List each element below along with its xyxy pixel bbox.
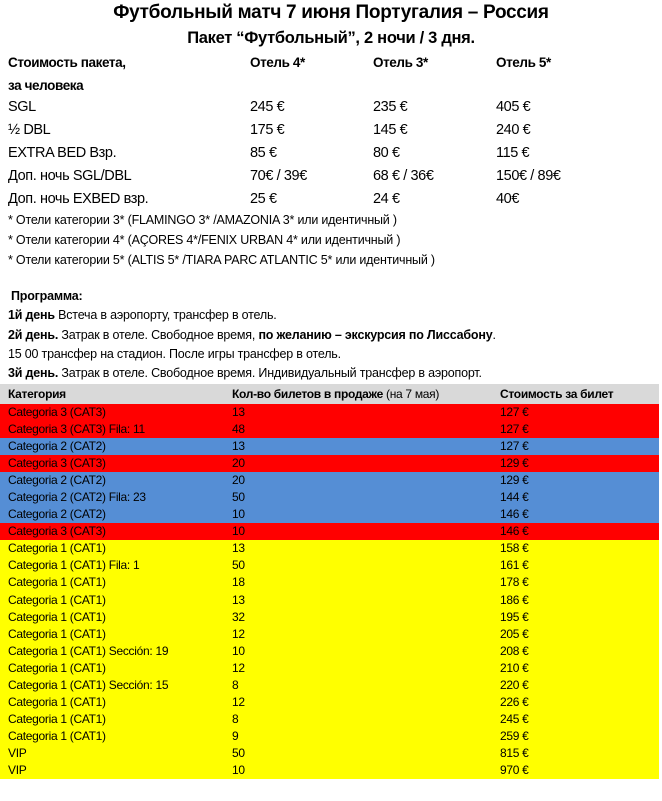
cell-price: 144 € — [500, 490, 529, 505]
package-price-cell: 235 € — [373, 99, 408, 115]
header-count-label: Кол-во билетов в продаже — [232, 387, 383, 401]
cell-category: Categoria 1 (CAT1) — [8, 660, 106, 675]
program-day1 — [8, 308, 277, 322]
table-row — [0, 728, 659, 745]
cell-price: 205 € — [500, 626, 529, 641]
package-price-cell: 245 € — [250, 99, 285, 115]
cell-count: 12 — [232, 660, 245, 675]
day2-text: Затрак в отеле. Свободное время, — [58, 328, 259, 342]
cell-price: 245 € — [500, 711, 529, 726]
program-day2-line2: 15 00 трансфер на стадион. После игры трансфер в отель. — [8, 347, 341, 361]
package-row-label: ½ DBL — [8, 122, 51, 138]
cell-price: 970 € — [500, 762, 529, 777]
table-row — [0, 626, 659, 643]
table-row — [0, 643, 659, 660]
cell-price: 146 € — [500, 524, 529, 539]
cell-price: 127 € — [500, 405, 529, 419]
day3-text: Затрак в отеле. Свободное время. Индивидуальный трансфер в аэропорт. — [58, 366, 482, 380]
table-row — [0, 455, 659, 472]
package-price-cell: 25 € — [250, 191, 277, 207]
cell-category: VIP — [8, 745, 27, 760]
cell-category: Categoria 3 (CAT3) — [8, 456, 106, 471]
program-day2 — [8, 328, 496, 342]
table-row — [0, 677, 659, 694]
cell-count: 32 — [232, 609, 245, 624]
cell-count: 9 — [232, 728, 239, 743]
cell-category: Categoria 1 (CAT1) Sección: 19 — [8, 643, 169, 658]
cell-category: Categoria 2 (CAT2) — [8, 507, 106, 522]
cell-category: Categoria 1 (CAT1) — [8, 575, 106, 590]
table-row — [0, 421, 659, 438]
cell-count: 13 — [232, 592, 245, 607]
package-row-label: SGL — [8, 99, 36, 115]
cell-count: 8 — [232, 677, 239, 692]
package-price-cell: 115 € — [496, 145, 530, 161]
table-row — [0, 609, 659, 626]
package-price-cell: 24 € — [373, 191, 400, 207]
cell-count: 13 — [232, 541, 245, 556]
price-header-label-line2: за человека — [8, 78, 84, 93]
cell-count: 10 — [232, 643, 245, 658]
price-header-label: Стоимость пакета, — [8, 55, 126, 70]
hotel3-header: Отель 3* — [373, 55, 428, 70]
cell-category: Categoria 1 (CAT1) — [8, 609, 106, 624]
cell-category: Categoria 1 (CAT1) Sección: 15 — [8, 677, 169, 692]
package-price-cell: 80 € — [373, 145, 400, 161]
header-count-note: (на 7 мая) — [382, 387, 440, 401]
cell-price: 259 € — [500, 728, 529, 743]
hotel-note: * Отели категории 3* (FLAMINGO 3* /AMAZONIA 3* или идентичный ) — [8, 213, 397, 227]
table-row — [0, 762, 659, 779]
program-heading: Программа: — [11, 289, 83, 303]
cell-count: 48 — [232, 422, 245, 437]
cell-price: 127 € — [500, 439, 529, 454]
package-price-cell: 68 € / 36€ — [373, 168, 434, 184]
cell-category: Categoria 1 (CAT1) — [8, 711, 106, 726]
cell-price: 158 € — [500, 541, 529, 556]
table-row — [0, 506, 659, 523]
cell-category: Categoria 1 (CAT1) — [8, 626, 106, 641]
package-row-label: Доп. ночь SGL/DBL — [8, 168, 132, 184]
page-title: Футбольный матч 7 июня Португалия – Россия — [113, 2, 549, 23]
hotel5-header: Отель 5* — [496, 55, 551, 70]
cell-price: 226 € — [500, 694, 529, 709]
cell-price: 161 € — [500, 558, 529, 573]
table-row — [0, 472, 659, 489]
cell-category: Categoria 1 (CAT1) Fila: 1 — [8, 558, 140, 573]
cell-count: 20 — [232, 473, 245, 488]
table-row — [0, 711, 659, 728]
cell-count: 12 — [232, 694, 245, 709]
table-row — [0, 523, 659, 540]
table-row — [0, 404, 659, 421]
day2-excursion: по желанию – экскурсия по Лиссабону — [258, 328, 493, 342]
cell-count: 50 — [232, 490, 245, 505]
tickets-table — [0, 384, 659, 779]
package-price-cell: 240 € — [496, 122, 531, 138]
cell-count: 13 — [232, 439, 245, 454]
table-row — [0, 489, 659, 506]
table-row — [0, 694, 659, 711]
package-price-cell: 85 € — [250, 145, 277, 161]
header-count — [232, 384, 439, 404]
day3-label: 3й день. — [8, 366, 59, 380]
cell-category: Categoria 2 (CAT2) Fila: 23 — [8, 490, 146, 505]
cell-price: 127 € — [500, 422, 529, 437]
package-price-cell: 70€ / 39€ — [250, 168, 307, 184]
cell-category: Categoria 1 (CAT1) — [8, 541, 106, 556]
cell-category: Categoria 3 (CAT3) — [8, 524, 106, 539]
cell-price: 146 € — [500, 507, 529, 522]
day2-end: . — [492, 328, 496, 342]
page-subtitle: Пакет “Футбольный”, 2 ночи / 3 дня. — [187, 29, 475, 47]
cell-category: Categoria 2 (CAT2) — [8, 473, 106, 488]
cell-count: 10 — [232, 524, 245, 539]
table-row — [0, 438, 659, 455]
cell-price: 129 € — [500, 456, 529, 471]
cell-category: Categoria 2 (CAT2) — [8, 439, 106, 454]
package-price-cell: 40€ — [496, 191, 519, 207]
cell-category: VIP — [8, 762, 27, 777]
table-row — [0, 592, 659, 609]
cell-price: 195 € — [500, 609, 529, 624]
package-row-label: Доп. ночь EXBED взр. — [8, 191, 149, 207]
package-price-cell: 175 € — [250, 122, 285, 138]
cell-count: 18 — [232, 575, 245, 590]
cell-price: 178 € — [500, 575, 529, 590]
cell-price: 210 € — [500, 660, 529, 675]
cell-count: 8 — [232, 711, 239, 726]
cell-price: 815 € — [500, 745, 529, 760]
hotel-note: * Отели категории 4* (AÇORES 4*/FENIX URBAN 4* или идентичный ) — [8, 233, 401, 247]
cell-price: 129 € — [500, 473, 529, 488]
table-row — [0, 557, 659, 574]
table-row — [0, 660, 659, 677]
cell-category: Categoria 1 (CAT1) — [8, 728, 106, 743]
table-row — [0, 574, 659, 591]
day2-label: 2й день. — [8, 328, 59, 342]
hotel4-header: Отель 4* — [250, 55, 305, 70]
cell-count: 10 — [232, 762, 245, 777]
package-row-label: EXTRA BED Взр. — [8, 145, 117, 161]
table-row — [0, 745, 659, 762]
cell-price: 220 € — [500, 677, 529, 692]
header-category: Категория — [8, 387, 66, 401]
table-row — [0, 540, 659, 557]
cell-count: 20 — [232, 456, 245, 471]
cell-price: 186 € — [500, 592, 529, 607]
cell-category: Categoria 3 (CAT3) — [8, 405, 106, 419]
day1-text: Встеча в аэропорту, трансфер в отель. — [54, 308, 277, 322]
package-price-cell: 150€ / 89€ — [496, 168, 561, 184]
cell-category: Categoria 1 (CAT1) — [8, 592, 106, 607]
day1-label: 1й день — [8, 308, 55, 322]
cell-category: Categoria 3 (CAT3) Fila: 11 — [8, 422, 145, 437]
cell-count: 50 — [232, 745, 245, 760]
cell-price: 208 € — [500, 643, 529, 658]
program-day3 — [8, 366, 482, 380]
cell-count: 12 — [232, 626, 245, 641]
tickets-table-header — [0, 384, 659, 404]
package-price-cell: 145 € — [373, 122, 408, 138]
package-price-cell: 405 € — [496, 99, 531, 115]
cell-count: 10 — [232, 507, 245, 522]
cell-count: 13 — [232, 405, 245, 419]
cell-category: Categoria 1 (CAT1) — [8, 694, 106, 709]
cell-count: 50 — [232, 558, 245, 573]
hotel-note: * Отели категории 5* (ALTIS 5* /TIARA PARC ATLANTIC 5* или идентичный ) — [8, 253, 435, 267]
header-price: Стоимость за билет — [500, 387, 614, 401]
